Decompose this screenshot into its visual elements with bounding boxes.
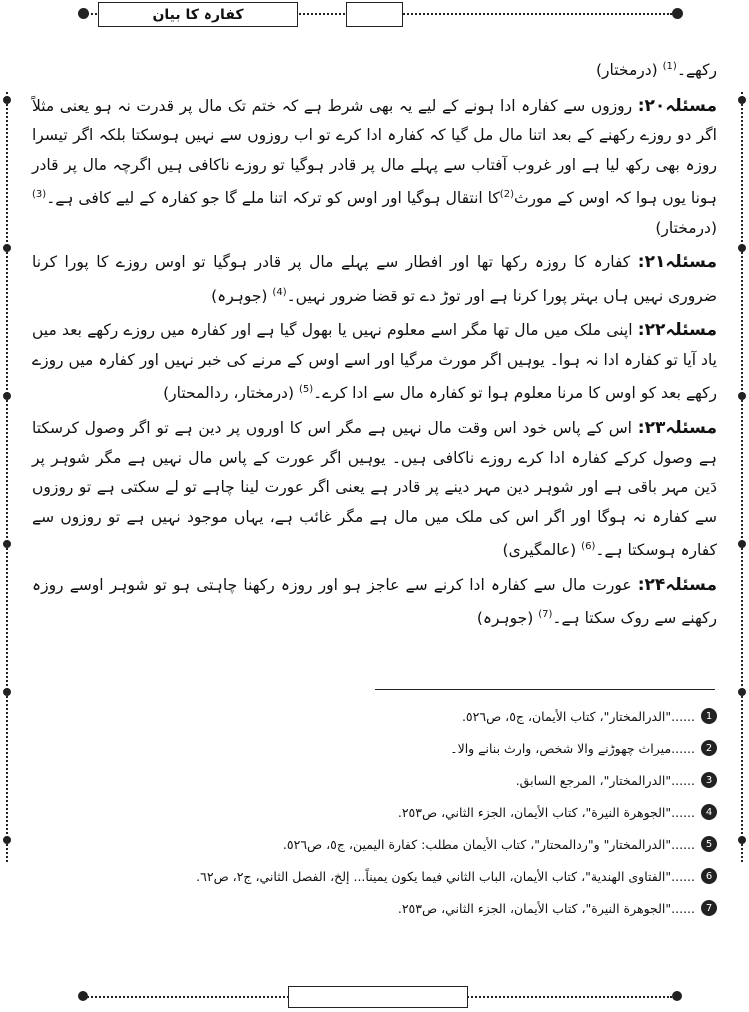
- source-citation: (درمختار، ردالمحتار): [163, 384, 294, 403]
- paragraph-text: اپنی ملک میں مال تھا مگر اسے معلوم نہیں یا بھول گیا ہے اور کفارہ میں روزے رکھے بعد میں یاد آیا تو کفارہ ادا نہ ہوا۔ یوہیں اگر مورث مرگیا اور اسے اوس کے مرنے کی خبر نہیں اور کفارہ میں روزے رکھے بعد کو اوس کا مرنا معلوم ہوا تو کفارہ مال سے ادا کرے۔: [32, 321, 717, 403]
- paragraph-text: کا انتقال ہوگیا اور اوس کو ترکہ اتنا ملے گا جو کفارہ کے لیے کافی ہے۔: [46, 189, 500, 208]
- footnote-number: 6: [701, 868, 717, 884]
- right-border: [741, 92, 743, 862]
- footnote-number: 4: [701, 804, 717, 820]
- border-dot: [738, 96, 746, 104]
- paragraph-text: روزوں سے کفارہ ادا ہونے کے لیے یہ بھی شرط ہے کہ ختم تک مال پر قدرت نہ ہو یعنی مثلاً اگر دو روزے رکھنے کے بعد اتنا مال مل گیا کہ کفارہ ادا کرے تو اب روزوں سے نہیں ہوسکتا بلکہ اگر تیسرا روزہ بھی رکھ لیا ہے اور غروب آفتاب سے پہلے مال پر قادر ہوگیا تو روزے ناکافی ہیں اگرچہ مال پر قادر ہونا یوں ہوا کہ اوس کے مورث: [32, 96, 717, 208]
- footnote-1: [37, 700, 717, 732]
- footnote-text: ......"الفتاوى الهندية"، كتاب الأيمان، الباب الثاني فيما يكون يميناً... إلخ، الفصل الثاني، ج٢، ص٦٢.: [196, 868, 695, 884]
- border-dot: [738, 392, 746, 400]
- border-dot: [3, 836, 11, 844]
- border-dot: [738, 540, 746, 548]
- masla-23: [32, 414, 717, 566]
- border-dot: [3, 96, 11, 104]
- footnote-ref: (5): [298, 384, 314, 396]
- chapter-title: کفارہ کا بیان: [98, 2, 298, 27]
- paragraph-text: اس کے پاس خود اس وقت مال نہیں ہے مگر اس کا اوروں پر دین ہے تو اگر وصول کرسکتا ہے وصول کرکے کفارہ ادا کرے روزے ناکافی ہیں۔ یوہیں اگر عورت کے پاس مال نہیں ہے مگر شوہر پر دَین مہر باقی ہے اور شوہر دین مہر دینے پر قادر ہے یعنی اگر عورت لینا چاہے تو لے سکتی ہے تو روزوں سے کفارہ نہ ہوگا اور اگر اس کی ملک میں مال ہے مگر غائب ہے، یہاں موجود نہیں ہے تو روزوں سے کفارہ ہوسکتا ہے۔: [32, 419, 717, 560]
- footnote-number: 3: [701, 772, 717, 788]
- footer-dot-right: [672, 991, 682, 1001]
- footnote-ref: (3): [32, 189, 47, 201]
- masla-20: [32, 92, 717, 244]
- source-citation: (جوہرہ): [476, 609, 534, 628]
- footer-dot-left: [78, 991, 88, 1001]
- footnote-ref: (4): [272, 286, 287, 298]
- page-number-box: [346, 2, 403, 27]
- border-dot: [3, 392, 11, 400]
- paragraph-text: کفارہ کا روزہ رکھا تھا اور افطار سے پہلے مال پر قادر ہوگیا تو اوس روزے کا پورا کرنا ضروری نہیں ہاں بہتر پورا کرنا ہے اور توڑ دے تو قضا ضرور نہیں۔: [32, 253, 717, 305]
- footnote-4: [37, 796, 717, 828]
- border-dot: [738, 836, 746, 844]
- paragraph-text: عورت مال سے کفارہ ادا کرنے سے عاجز ہو اور روزہ رکھنا چاہتی ہو تو شوہر اوسے روزہ رکھنے سے روک سکتا ہے۔: [32, 575, 717, 628]
- border-dot: [3, 688, 11, 696]
- footnote-5: [37, 828, 717, 860]
- masla-label: مسئلہ۲۲:: [637, 320, 717, 341]
- masla-24: [32, 571, 717, 634]
- page-header: [78, 0, 683, 30]
- footnote-text: ......میراث چھوڑنے والا شخص، وارث بنانے والا۔: [450, 740, 695, 756]
- footnote-2: [37, 732, 717, 764]
- border-dot: [738, 244, 746, 252]
- footnote-ref: (6): [581, 541, 596, 553]
- footnote-6: [37, 860, 717, 892]
- masla-22: [32, 316, 717, 409]
- footnote-ref: (1): [662, 61, 677, 72]
- footnote-text: ......"الدرالمختار"، المرجع السابق.: [515, 772, 695, 788]
- footnote-text: ......"الجوهرة النيرة"، كتاب الأيمان، الجزء الثاني، ص٢٥٣.: [397, 900, 695, 916]
- masla-21: [32, 248, 717, 311]
- masla-label: مسئلہ۲۳:: [637, 418, 718, 439]
- border-dot: [3, 540, 11, 548]
- page-body: [32, 52, 717, 639]
- page-footer: [78, 986, 683, 1012]
- border-dot: [738, 688, 746, 696]
- footnote-number: 1: [701, 708, 717, 724]
- source-citation: (درمختار): [596, 61, 658, 80]
- left-border: [6, 92, 8, 862]
- paragraph-text: رکھے۔: [676, 61, 717, 80]
- footnote-7: [37, 892, 717, 924]
- footnote-text: ......"الدرالمختار" و"ردالمحتار"، كتاب الأيمان مطلب: كفارة اليمين، ج٥، ص٥٢٦.: [282, 836, 695, 852]
- footnote-text: ......"الجوهرة النيرة"، كتاب الأيمان، الجزء الثاني، ص٢٥٣.: [397, 804, 695, 820]
- footnote-text: ......"الدرالمختار"، كتاب الأيمان، ج٥، ص٥٢٦.: [461, 708, 695, 724]
- footnote-ref: (2): [499, 189, 514, 201]
- footer-box: [288, 986, 468, 1008]
- masla-label: مسئلہ۲۰:: [637, 95, 717, 116]
- footnote-ref: (7): [538, 609, 553, 621]
- source-citation: (عالمگیری): [502, 541, 577, 560]
- footnote-number: 2: [701, 740, 717, 756]
- footnote-number: 5: [701, 836, 717, 852]
- footnote-number: 7: [701, 900, 717, 916]
- masla-label: مسئلہ۲۴:: [637, 574, 717, 595]
- footnote-separator: [375, 689, 715, 690]
- border-dot: [3, 244, 11, 252]
- source-citation: (درمختار): [655, 218, 717, 237]
- footnote-3: [37, 764, 717, 796]
- source-citation: (جوہرہ): [211, 286, 268, 305]
- footnotes: [37, 700, 717, 924]
- paragraph-continuation: [32, 52, 717, 86]
- header-dot-left: [78, 8, 89, 19]
- header-dot-right: [672, 8, 683, 19]
- masla-label: مسئلہ۲۱:: [637, 252, 717, 273]
